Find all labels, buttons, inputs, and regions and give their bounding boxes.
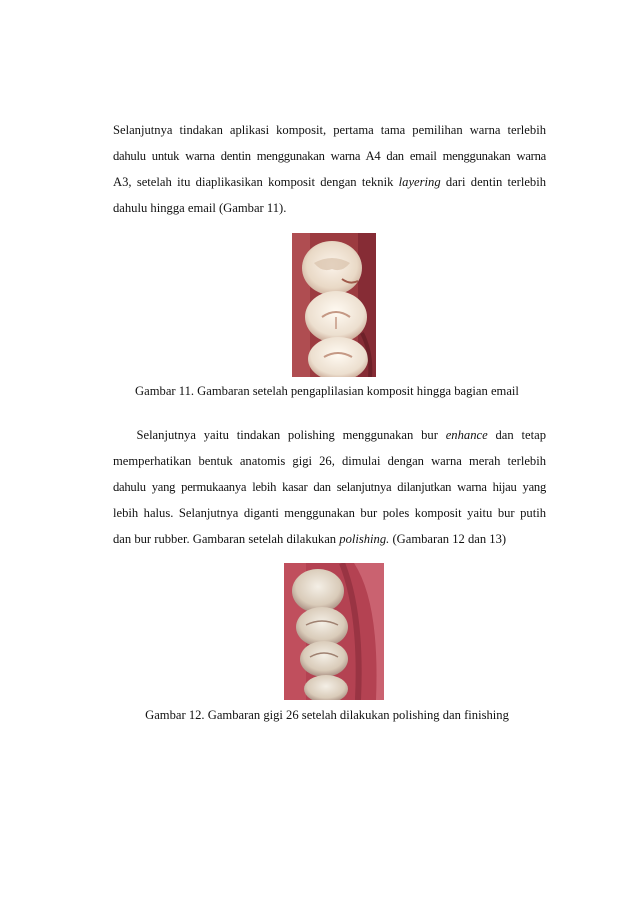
- text-run: Selanjutnya yaitu tindakan polishing menggunakan bur: [136, 428, 446, 442]
- emphasis-enhance: enhance: [445, 428, 488, 442]
- tooth-photo-image: [292, 233, 376, 377]
- text-run: dan bur rubber. Gambaran setelah dilakukan: [113, 532, 340, 546]
- figure-12-photo: [284, 563, 384, 700]
- text-line: dahulu hingga email (Gambar 11).: [113, 201, 287, 215]
- text-line: dahulu yang permukaanya lebih kasar dan selanjutnya dilanjutkan warna hijau yang: [113, 480, 546, 494]
- text-line: [113, 526, 546, 552]
- text-run: A3, setelah itu diaplikasikan komposit dengan teknik: [113, 175, 399, 189]
- text-line: memperhatikan bentuk anatomis gigi 26, dimulai dengan warna merah terlebih: [113, 454, 546, 468]
- paragraph-composite-application: [113, 117, 546, 221]
- text-line: lebih halus. Selanjutnya diganti menggunakan bur poles komposit yaitu bur putih: [113, 506, 546, 520]
- tooth-photo-image: [284, 563, 384, 700]
- emphasis-polishing: polishing.: [339, 532, 390, 546]
- text-line: dahulu untuk warna dentin menggunakan warna A4 dan email menggunakan warna: [113, 149, 546, 163]
- text-run: (Gambaran 12 dan 13): [389, 532, 507, 546]
- text-line: [113, 169, 546, 195]
- emphasis-layering: layering: [398, 175, 441, 189]
- figure-11-photo: [292, 233, 376, 377]
- figure-12-caption: Gambar 12. Gambaran gigi 26 setelah dilakukan polishing dan finishing: [145, 708, 509, 722]
- text-run: dan tetap: [487, 428, 546, 442]
- figure-11-caption: Gambar 11. Gambaran setelah pengaplilasian komposit hingga bagian email: [135, 384, 519, 398]
- paragraph-polishing: [113, 422, 546, 552]
- text-run: dari dentin terlebih: [440, 175, 547, 189]
- text-line: Selanjutnya tindakan aplikasi komposit, pertama tama pemilihan warna terlebih: [113, 123, 546, 137]
- text-line: [113, 422, 546, 448]
